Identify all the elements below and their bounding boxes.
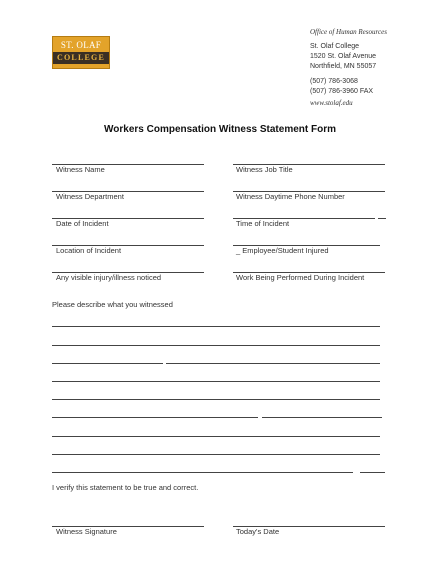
time-of-incident-label: Time of Incident xyxy=(236,219,290,228)
description-line[interactable] xyxy=(166,363,380,364)
st-olaf-college-logo xyxy=(52,36,110,69)
location-of-incident-label: Location of Incident xyxy=(56,246,122,255)
website: www.stolaf.edu xyxy=(310,98,353,107)
description-line[interactable] xyxy=(52,436,380,437)
work-performed-label: Work Being Performed During Incident xyxy=(236,273,365,282)
description-line[interactable] xyxy=(52,381,380,382)
address-block xyxy=(310,27,387,108)
description-line[interactable] xyxy=(52,417,258,418)
witness-signature-label: Witness Signature xyxy=(56,527,117,536)
visible-injury-label: Any visible injury/illness noticed xyxy=(56,273,162,282)
description-line[interactable] xyxy=(360,472,385,473)
description-line[interactable] xyxy=(52,345,380,346)
date-of-incident-label: Date of Incident xyxy=(56,219,109,228)
description-line[interactable] xyxy=(52,363,163,364)
description-line[interactable] xyxy=(262,417,382,418)
todays-date-label: Today's Date xyxy=(236,527,280,536)
description-line[interactable] xyxy=(52,472,353,473)
description-line[interactable] xyxy=(52,399,380,400)
college-name: St. Olaf College xyxy=(310,43,360,51)
time-of-incident-ampm-field[interactable] xyxy=(378,218,386,219)
witness-phone-label: Witness Daytime Phone Number xyxy=(236,192,345,201)
form-title: Workers Compensation Witness Statement Form xyxy=(104,124,336,135)
description-line[interactable] xyxy=(52,454,380,455)
logo-line2: COLLEGE xyxy=(57,53,105,62)
witness-department-label: Witness Department xyxy=(56,192,124,201)
office-name: Office of Human Resources xyxy=(310,28,387,36)
street-address: 1520 St. Olaf Avenue xyxy=(310,53,377,61)
witness-name-label: Witness Name xyxy=(56,165,105,174)
describe-prompt: Please describe what you witnessed xyxy=(52,300,173,309)
fax-number: (507) 786-3960 FAX xyxy=(310,88,374,96)
city-state-zip: Northfield, MN 55057 xyxy=(310,63,377,71)
logo-line1: ST. OLAF xyxy=(60,40,102,50)
employee-student-injured-label: _ Employee/Student Injured xyxy=(236,246,329,255)
witness-job-title-label: Witness Job Title xyxy=(236,165,293,174)
verify-statement: I verify this statement to be true and correct. xyxy=(52,483,199,492)
description-line[interactable] xyxy=(52,326,380,327)
phone-number: (507) 786-3068 xyxy=(310,78,358,86)
